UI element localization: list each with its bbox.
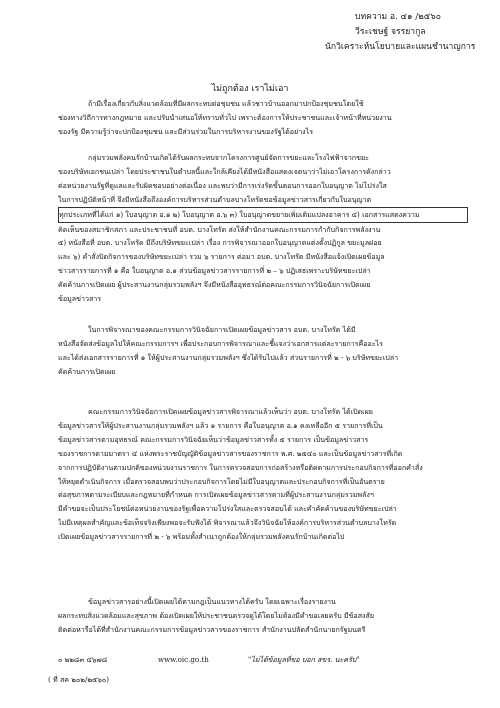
text-line: ต่อสุขภาพตามระเบียบและกฎหมายที่กำหนด การเปิดเผยข้อมูลข่าวสารตามที่ผู้ประสานงานกลุ่มรวมพลังฯ <box>58 490 374 500</box>
text-line: คิดเห็นของสมาชิกสภา และประชาชนที่ อบต. บางโทรัด ส่งให้สำนักงานคณะกรรมการกำกับกิจการพลังงาน <box>58 224 381 234</box>
text-line: ให้หยุดดำเนินกิจการ เมื่อตรวจสอบพบว่าประกอบกิจการโดยไม่มีใบอนุญาตและประกอบกิจการที่เป็นอันตราย <box>58 476 385 486</box>
contact-slogan: "ไม่ได้ข้อมูลที่ขอ บอก สขร. นะครับ" <box>248 655 360 664</box>
text-line: ทุกประเภทที่ได้แก่ ๑) ใบอนุญาต อ.๑ ๒) ใบอนุญาต อ.๖ ๓) ใบอนุญาตขยายเพิ่มเติมแปลงอาคาร ๔) เอกสารแสดงความ <box>58 207 468 223</box>
text-line: ผลกระทบสิ่งแวดล้อมและสุขภาพ ต้องเปิดเผยให้ประชาชนตรวจดูได้โดยไม่ต้องมีคำขอเลยครับ มีข้อสงสัย <box>58 610 374 620</box>
text-line: ข้อมูลข่าวสาร <box>58 294 102 304</box>
text-line: จากการปฏิบัติงานตามปกติของหน่วยงานราชการ ในการตรวจสอบการก่อสร้างหรือติดตามการประกอบกิจการที่ออกคำสั่ง <box>58 462 423 472</box>
text-line: ช่องทางวิถีการทางกฎหมาย และปรับนำเสนอให้ทราบทั่วไป เพราะต้องการให้ประชาชนและเจ้าหน้าที่หน่วยงาน <box>58 112 392 122</box>
document-title: ไม่ถูกต้อง เราไม่เอา <box>211 84 289 94</box>
text-line: และได้ส่งเอกสารรายการที่ ๑ ให้ผู้ประสานงานกลุ่มรวมพลังฯ ซึ่งได้รับไปแล้ว ส่วนรายการที่ ๒ - ๖ บริษัทขยะเปล่า <box>58 352 399 362</box>
text-line: และ ๖) คำสั่งปิดกิจการของบริษัทขยะเปล่า รวม ๖ รายการ ต่อมา อบต. บางโทรัด มีหนังสือแจ้งเปิดเผยข้อมูล <box>58 252 385 262</box>
text-line: กลุ่มรวมพลังคนรักบ้านเกิดได้รับผลกระทบจากโครงการศูนย์จัดการขยะและโรงไฟฟ้าจากขยะ <box>88 153 369 162</box>
text-line: ข้อมูลข่าวสารให้ผู้ประสานงานกลุ่มรวมพลังฯ แล้ว ๑ รายการ คือใบอนุญาต อ.๑ คงเหลืออีก ๕ รายการที่เป็น <box>58 420 383 430</box>
text-line: ในการพิจารณาของคณะกรรมการวินิจฉัยการเปิดเผยข้อมูลข่าวสาร อบต. บางโทรัด ได้มี <box>88 325 356 334</box>
paragraph-intro <box>58 97 468 139</box>
text-line: ถ้ามีเรื่องเกี่ยวกับสิ่งแวดล้อมที่มีผลกระทบต่อชุมชน แล้วชาวบ้านออกมาปกป้องชุมชนโดยใช้ <box>88 99 364 108</box>
contact-phone: ๐ ๒๒๘๓ ๔๖๗๘ <box>58 655 108 664</box>
text-line: ไม่มีเหตุผลสำคัญและข้อเท็จจริงเพียงพอจะรับฟังได้ พิจารณาแล้วจึงวินิจฉัยให้องค์การบริหารส่วนตำบลบางโทรัด <box>58 518 397 528</box>
paragraph-consideration <box>58 323 468 379</box>
text-line: เปิดเผยข้อมูลข่าวสารรายการที่ ๒ - ๖ พร้อมทั้งสำเนาถูกต้องให้กลุ่มรวมพลังคนรักบ้านเกิดต่อไป <box>58 532 345 542</box>
text-line: หนังสือจัดส่งข้อมูลไปให้คณะกรรมการฯ เพื่อประกอบการพิจารณาและชี้แจงว่าเอกสารแต่ละรายการคืออะไร <box>58 338 383 348</box>
text-line: คณะกรรมการวินิจฉัยการเปิดเผยข้อมูลข่าวสารพิจารณาแล้วเห็นว่า อบต. บางโทรัด ได้เปิดเผย <box>88 407 373 416</box>
text-line: ข่าวสารรายการที่ ๑ คือ ใบอนุญาต อ.๑ ส่วนข้อมูลข่าวสารรายการที่ ๒ – ๖ ปฏิเสธเพราะบริษัทขยะเปล่า <box>58 266 371 276</box>
text-line: มีคำขอจะเป็นประโยชน์ต่อหน่วยงานของรัฐเพื่อความโปร่งใสและตรวจสอบได้ และคำคัดค้านของบริษัทขยะเปล่า <box>58 504 397 514</box>
text-line: ในการปฏิบัติหน้าที่ จึงมีหนังสือถึงองค์การบริหารส่วนตำบลบางโทรัดขอข้อมูลข่าวสารเกี่ยวกับใบอนุญาต <box>58 194 372 204</box>
text-line: ของบริษัทเอกชนเปล่า โดยประชาชนในตำบลนี้และใกล้เคียงได้มีหนังสือแสดงเจตนาว่าไม่เอาโครงการดังกล่าว <box>58 166 391 176</box>
contact-website: www.oic.go.th <box>158 655 209 664</box>
author-name: วีระเชษฐ์ จรรยากูล <box>355 27 426 37</box>
paragraph-decision <box>58 405 468 544</box>
text-line: ข้อมูลข่าวสารตามอุทธรณ์ คณะกรรมการวินิจฉัยเห็นว่าข้อมูลข่าวสารทั้ง ๕ รายการ เป็นข้อมูลข่าวสาร <box>58 434 369 444</box>
paragraph-conclusion <box>58 595 468 637</box>
text-line: ของราชการตามมาตรา ๔ แห่งพระราชบัญญัติข้อมูลข่าวสารของราชการ พ.ศ. ๒๕๔๐ และเป็นข้อมูลข่าวสารที่เกิด <box>58 448 403 458</box>
text-line: คัดค้านการเปิดเผย ผู้ประสานงานกลุ่มรวมพลังฯ จึงมีหนังสืออุทธรณ์ต่อคณะกรรมการวินิจฉัยการเปิดเผย <box>58 280 371 290</box>
reference-number: ( ที่ สค ๒๐๒/๒๕๖๐) <box>48 675 110 684</box>
author-position: นักวิเคราะห์นโยบายและแผนชำนาญการ <box>325 42 476 52</box>
text-line: ติดต่อหารือได้ที่สำนักงานคณะกรรมการข้อมูลข่าวสารของราชการ สำนักงานปลัดสำนักนายกรัฐมนตรี <box>58 624 366 634</box>
article-ref-number: บทความ อ. ๔๑ /๒๕๖๐ <box>355 12 441 22</box>
text-line: ของรัฐ มีความรู้ว่าจะปกป้องชุมชน และมีส่วนร่วมในการบริหารงานของรัฐได้อย่างไร <box>58 126 314 136</box>
text-line: ข้อมูลข่าวสารอย่างนี้เปิดเผยได้ตามกฎเป็นแนวทางได้ครับ โดยเฉพาะเรื่องรายงาน <box>88 597 336 606</box>
text-line: คัดค้านการเปิดเผย <box>58 366 116 376</box>
paragraph-background <box>58 151 468 306</box>
text-line: ต่อหน่วยงานรัฐที่ดูแลและรับผิดชอบอย่างต่อเนื่อง และพบว่ามีการเร่งรัดขั้นตอนการออกใบอนุญาต ไม่โปร่งใส <box>58 180 387 190</box>
text-line: ๕) หนังสือที่ อบต. บางโทรัด มีถึงบริษัทขยะเปล่า เรื่อง การพิจารณาออกใบอนุญาตแต่งตั้งปฏิกูล ขยะมูลฝอย <box>58 238 382 248</box>
